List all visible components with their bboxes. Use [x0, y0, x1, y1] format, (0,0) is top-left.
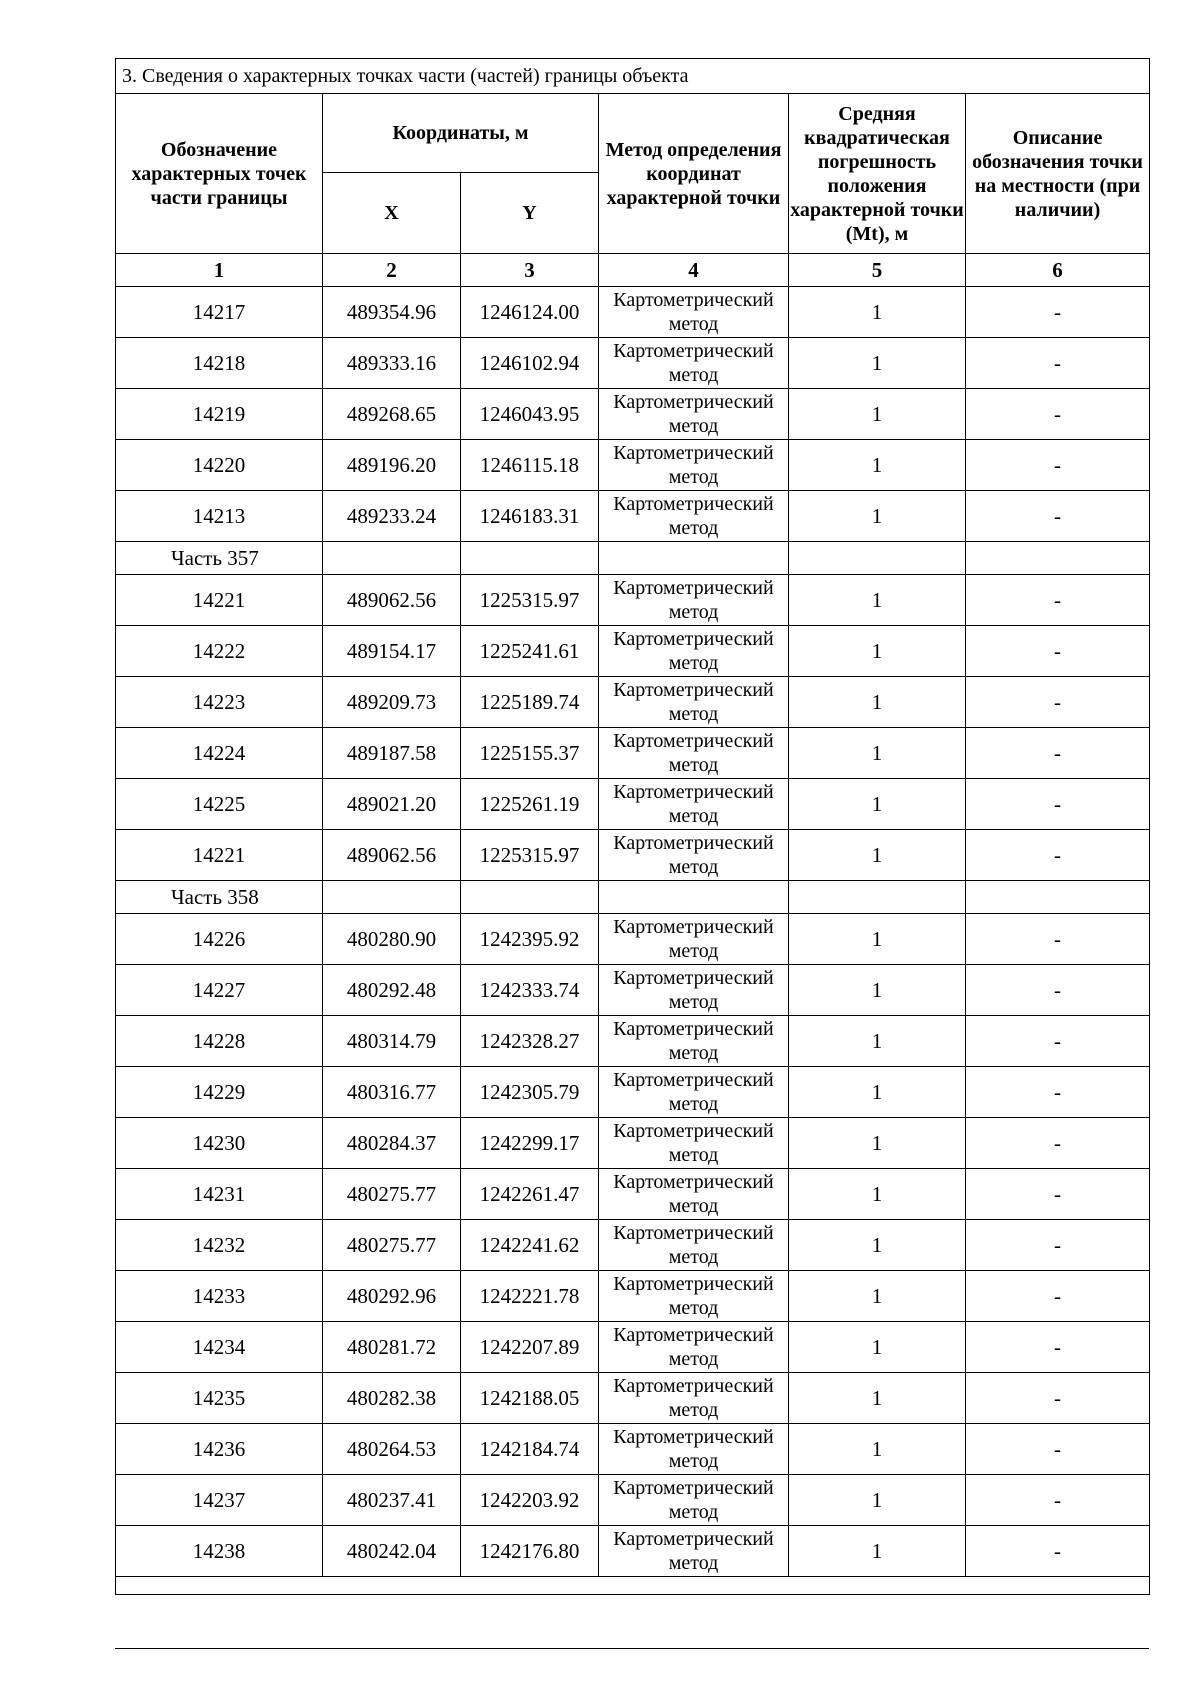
y-coordinate-cell: 1225241.61: [461, 626, 599, 677]
description-cell: -: [966, 389, 1150, 440]
y-coordinate-cell: 1246183.31: [461, 491, 599, 542]
x-coordinate-cell: 489062.56: [323, 575, 461, 626]
table-row: [116, 1373, 1150, 1424]
method-cell: Картометрический метод: [599, 1322, 789, 1373]
y-coordinate-cell: 1225155.37: [461, 728, 599, 779]
point-id-cell: 14231: [116, 1169, 323, 1220]
y-coordinate-cell: 1242176.80: [461, 1526, 599, 1577]
point-id-cell: 14238: [116, 1526, 323, 1577]
table-row: [116, 1322, 1150, 1373]
empty-cell: [966, 542, 1150, 575]
empty-cell: [599, 881, 789, 914]
table-row: [116, 1220, 1150, 1271]
table-row: [116, 1271, 1150, 1322]
point-id-cell: 14237: [116, 1475, 323, 1526]
error-cell: 1: [789, 830, 966, 881]
method-cell: Картометрический метод: [599, 1067, 789, 1118]
error-cell: 1: [789, 389, 966, 440]
method-cell: Картометрический метод: [599, 491, 789, 542]
description-cell: -: [966, 491, 1150, 542]
part-label: Часть 357: [116, 542, 323, 575]
table-row: [116, 575, 1150, 626]
point-id-cell: 14229: [116, 1067, 323, 1118]
error-cell: 1: [789, 728, 966, 779]
point-id-cell: 14221: [116, 575, 323, 626]
method-cell: Картометрический метод: [599, 1220, 789, 1271]
column-number: 3: [461, 254, 599, 287]
point-id-cell: 14220: [116, 440, 323, 491]
column-number: 4: [599, 254, 789, 287]
point-id-cell: 14227: [116, 965, 323, 1016]
table-row: [116, 1169, 1150, 1220]
point-id-cell: 14233: [116, 1271, 323, 1322]
x-coordinate-cell: 480280.90: [323, 914, 461, 965]
description-cell: -: [966, 728, 1150, 779]
table-row: [116, 1067, 1150, 1118]
header-x: X: [323, 173, 461, 254]
description-cell: -: [966, 1475, 1150, 1526]
y-coordinate-cell: 1242188.05: [461, 1373, 599, 1424]
point-id-cell: 14221: [116, 830, 323, 881]
x-coordinate-cell: 480275.77: [323, 1220, 461, 1271]
point-id-cell: 14217: [116, 287, 323, 338]
table-row: [116, 389, 1150, 440]
x-coordinate-cell: 489187.58: [323, 728, 461, 779]
method-cell: Картометрический метод: [599, 830, 789, 881]
part-header-row: [116, 881, 1150, 914]
error-cell: 1: [789, 1220, 966, 1271]
empty-cell: [966, 881, 1150, 914]
method-cell: Картометрический метод: [599, 1016, 789, 1067]
blank-cell: [116, 1577, 1150, 1595]
description-cell: -: [966, 1118, 1150, 1169]
description-cell: -: [966, 440, 1150, 491]
description-cell: -: [966, 1271, 1150, 1322]
point-id-cell: 14226: [116, 914, 323, 965]
x-coordinate-cell: 489354.96: [323, 287, 461, 338]
error-cell: 1: [789, 677, 966, 728]
method-cell: Картометрический метод: [599, 1475, 789, 1526]
table-row: [116, 287, 1150, 338]
x-coordinate-cell: 480281.72: [323, 1322, 461, 1373]
point-id-cell: 14222: [116, 626, 323, 677]
y-coordinate-cell: 1246043.95: [461, 389, 599, 440]
error-cell: 1: [789, 779, 966, 830]
y-coordinate-cell: 1242333.74: [461, 965, 599, 1016]
empty-cell: [789, 881, 966, 914]
method-cell: Картометрический метод: [599, 1526, 789, 1577]
error-cell: 1: [789, 1169, 966, 1220]
method-cell: Картометрический метод: [599, 677, 789, 728]
table-row: [116, 626, 1150, 677]
x-coordinate-cell: 489062.56: [323, 830, 461, 881]
x-coordinate-cell: 480282.38: [323, 1373, 461, 1424]
x-coordinate-cell: 489268.65: [323, 389, 461, 440]
error-cell: 1: [789, 1271, 966, 1322]
table-row: [116, 779, 1150, 830]
column-number: 6: [966, 254, 1150, 287]
y-coordinate-cell: 1225261.19: [461, 779, 599, 830]
column-numbers-row: [116, 254, 1150, 287]
y-coordinate-cell: 1242203.92: [461, 1475, 599, 1526]
error-cell: 1: [789, 338, 966, 389]
x-coordinate-cell: 489333.16: [323, 338, 461, 389]
table-row: [116, 338, 1150, 389]
empty-cell: [461, 542, 599, 575]
error-cell: 1: [789, 1067, 966, 1118]
table-row: [116, 1526, 1150, 1577]
description-cell: -: [966, 338, 1150, 389]
header-method: Метод определения координат характерной точки: [599, 94, 789, 254]
error-cell: 1: [789, 491, 966, 542]
x-coordinate-cell: 480292.96: [323, 1271, 461, 1322]
y-coordinate-cell: 1225189.74: [461, 677, 599, 728]
y-coordinate-cell: 1242241.62: [461, 1220, 599, 1271]
x-coordinate-cell: 489021.20: [323, 779, 461, 830]
description-cell: -: [966, 287, 1150, 338]
description-cell: -: [966, 1322, 1150, 1373]
method-cell: Картометрический метод: [599, 779, 789, 830]
table-row: [116, 1118, 1150, 1169]
y-coordinate-cell: 1242207.89: [461, 1322, 599, 1373]
blank-row: [116, 1577, 1150, 1595]
method-cell: Картометрический метод: [599, 389, 789, 440]
section-title: 3. Сведения о характерных точках части (частей) границы объекта: [116, 59, 1150, 94]
description-cell: -: [966, 1016, 1150, 1067]
y-coordinate-cell: 1242261.47: [461, 1169, 599, 1220]
y-coordinate-cell: 1225315.97: [461, 575, 599, 626]
column-number: 1: [116, 254, 323, 287]
point-id-cell: 14224: [116, 728, 323, 779]
table-row: [116, 728, 1150, 779]
table-row: [116, 1016, 1150, 1067]
method-cell: Картометрический метод: [599, 1271, 789, 1322]
point-id-cell: 14230: [116, 1118, 323, 1169]
method-cell: Картометрический метод: [599, 338, 789, 389]
table-row: [116, 491, 1150, 542]
x-coordinate-cell: 480314.79: [323, 1016, 461, 1067]
error-cell: 1: [789, 1322, 966, 1373]
error-cell: 1: [789, 914, 966, 965]
point-id-cell: 14236: [116, 1424, 323, 1475]
empty-cell: [323, 881, 461, 914]
description-cell: -: [966, 830, 1150, 881]
x-coordinate-cell: 480242.04: [323, 1526, 461, 1577]
method-cell: Картометрический метод: [599, 287, 789, 338]
header-coordinates: Координаты, м: [323, 94, 599, 173]
table-row: [116, 965, 1150, 1016]
table-row: [116, 1424, 1150, 1475]
method-cell: Картометрический метод: [599, 1169, 789, 1220]
error-cell: 1: [789, 626, 966, 677]
error-cell: 1: [789, 1118, 966, 1169]
point-id-cell: 14232: [116, 1220, 323, 1271]
point-id-cell: 14218: [116, 338, 323, 389]
point-id-cell: 14228: [116, 1016, 323, 1067]
table-row: [116, 677, 1150, 728]
point-id-cell: 14225: [116, 779, 323, 830]
description-cell: -: [966, 1067, 1150, 1118]
x-coordinate-cell: 489196.20: [323, 440, 461, 491]
point-id-cell: 14213: [116, 491, 323, 542]
x-coordinate-cell: 489209.73: [323, 677, 461, 728]
point-id-cell: 14223: [116, 677, 323, 728]
description-cell: -: [966, 779, 1150, 830]
error-cell: 1: [789, 287, 966, 338]
table-row: [116, 1475, 1150, 1526]
method-cell: Картометрический метод: [599, 965, 789, 1016]
description-cell: -: [966, 914, 1150, 965]
x-coordinate-cell: 480275.77: [323, 1169, 461, 1220]
error-cell: 1: [789, 575, 966, 626]
y-coordinate-cell: 1242328.27: [461, 1016, 599, 1067]
table-row: [116, 914, 1150, 965]
part-header-row: [116, 542, 1150, 575]
error-cell: 1: [789, 1475, 966, 1526]
method-cell: Картометрический метод: [599, 1118, 789, 1169]
x-coordinate-cell: 480284.37: [323, 1118, 461, 1169]
point-id-cell: 14219: [116, 389, 323, 440]
y-coordinate-cell: 1242299.17: [461, 1118, 599, 1169]
description-cell: -: [966, 1220, 1150, 1271]
y-coordinate-cell: 1246124.00: [461, 287, 599, 338]
y-coordinate-cell: 1242305.79: [461, 1067, 599, 1118]
y-coordinate-cell: 1242395.92: [461, 914, 599, 965]
x-coordinate-cell: 489154.17: [323, 626, 461, 677]
table-body: [116, 287, 1150, 1577]
column-number: 5: [789, 254, 966, 287]
table-row: [116, 830, 1150, 881]
empty-cell: [323, 542, 461, 575]
method-cell: Картометрический метод: [599, 575, 789, 626]
description-cell: -: [966, 1424, 1150, 1475]
description-cell: -: [966, 1373, 1150, 1424]
y-coordinate-cell: 1242221.78: [461, 1271, 599, 1322]
description-cell: -: [966, 626, 1150, 677]
method-cell: Картометрический метод: [599, 626, 789, 677]
header-error: Средняя квадратическая погрешность положения характерной точки (Mt), м: [789, 94, 966, 254]
y-coordinate-cell: 1225315.97: [461, 830, 599, 881]
header-description: Описание обозначения точки на местности (при наличии): [966, 94, 1150, 254]
empty-cell: [461, 881, 599, 914]
error-cell: 1: [789, 1016, 966, 1067]
x-coordinate-cell: 489233.24: [323, 491, 461, 542]
column-number: 2: [323, 254, 461, 287]
table-row: [116, 440, 1150, 491]
y-coordinate-cell: 1246115.18: [461, 440, 599, 491]
description-cell: -: [966, 575, 1150, 626]
boundary-points-table: [115, 58, 1150, 1595]
y-coordinate-cell: 1242184.74: [461, 1424, 599, 1475]
method-cell: Картометрический метод: [599, 440, 789, 491]
error-cell: 1: [789, 1526, 966, 1577]
method-cell: Картометрический метод: [599, 1373, 789, 1424]
x-coordinate-cell: 480292.48: [323, 965, 461, 1016]
empty-cell: [599, 542, 789, 575]
y-coordinate-cell: 1246102.94: [461, 338, 599, 389]
description-cell: -: [966, 677, 1150, 728]
x-coordinate-cell: 480237.41: [323, 1475, 461, 1526]
point-id-cell: 14234: [116, 1322, 323, 1373]
header-y: Y: [461, 173, 599, 254]
header-designation: Обозначение характерных точек части границы: [116, 94, 323, 254]
point-id-cell: 14235: [116, 1373, 323, 1424]
method-cell: Картометрический метод: [599, 914, 789, 965]
error-cell: 1: [789, 1424, 966, 1475]
footer-divider: [115, 1648, 1149, 1649]
description-cell: -: [966, 1526, 1150, 1577]
description-cell: -: [966, 1169, 1150, 1220]
x-coordinate-cell: 480264.53: [323, 1424, 461, 1475]
x-coordinate-cell: 480316.77: [323, 1067, 461, 1118]
part-label: Часть 358: [116, 881, 323, 914]
empty-cell: [789, 542, 966, 575]
method-cell: Картометрический метод: [599, 1424, 789, 1475]
error-cell: 1: [789, 1373, 966, 1424]
error-cell: 1: [789, 965, 966, 1016]
error-cell: 1: [789, 440, 966, 491]
description-cell: -: [966, 965, 1150, 1016]
method-cell: Картометрический метод: [599, 728, 789, 779]
